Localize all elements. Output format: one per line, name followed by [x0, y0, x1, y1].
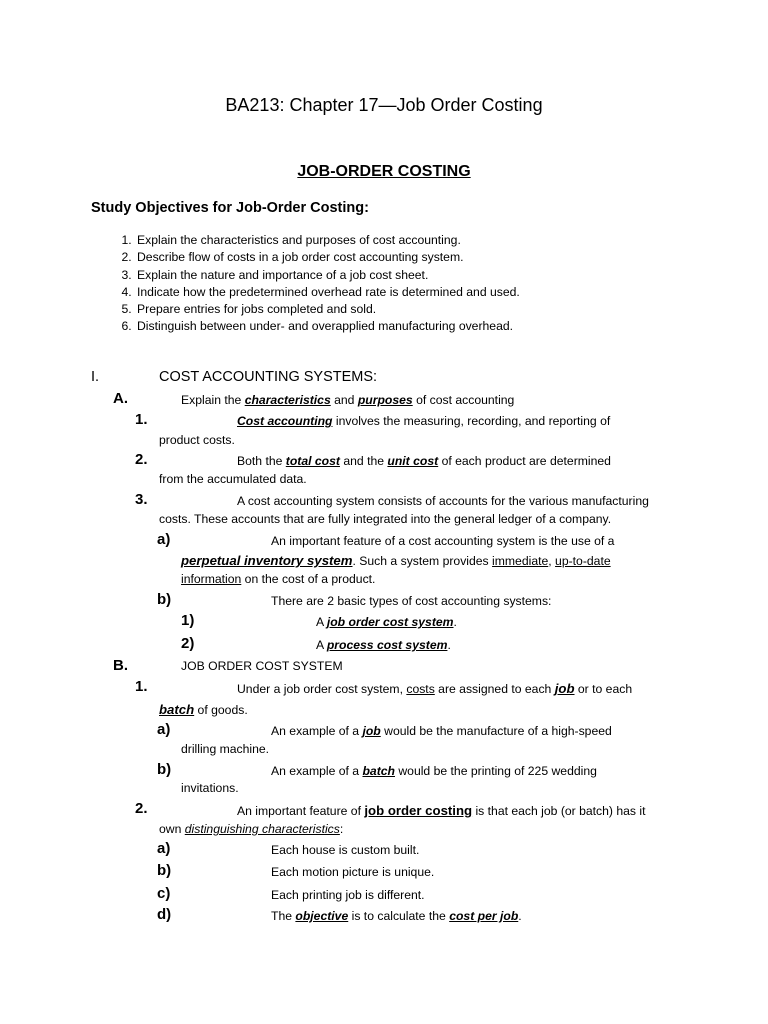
- outline-marker: d): [157, 906, 172, 923]
- outline-marker: a): [157, 721, 171, 738]
- outline-text: An important feature of job order costing is that each job (or batch) has it: [237, 803, 646, 818]
- objectives-heading: Study Objectives for Job-Order Costing:: [91, 200, 369, 216]
- objective-item: 6. Distinguish between under- and overapplied manufacturing overhead.: [135, 318, 520, 335]
- outline-text: A job order cost system.: [316, 615, 457, 629]
- section-heading: COST ACCOUNTING SYSTEMS:: [159, 369, 378, 385]
- section-title: JOB-ORDER COSTING: [297, 163, 471, 180]
- outline-text: There are 2 basic types of cost accounting systems:: [271, 594, 552, 608]
- outline-text: Under a job order cost system, costs are assigned to each job or to each: [237, 681, 633, 696]
- document-title: BA213: Chapter 17—Job Order Costing: [225, 95, 543, 115]
- outline-marker: 1): [181, 612, 195, 629]
- outline-text: Each house is custom built.: [271, 843, 420, 857]
- outline-text-cont: invitations.: [181, 781, 239, 795]
- outline-text: Each motion picture is unique.: [271, 865, 435, 879]
- outline-marker: 1.: [135, 411, 148, 428]
- outline-text-cont: own distinguishing characteristics:: [159, 822, 344, 836]
- outline-marker: c): [157, 885, 171, 902]
- outline-marker: 1.: [135, 678, 148, 695]
- objective-item: 2. Describe flow of costs in a job order cost accounting system.: [135, 249, 520, 266]
- outline-marker: b): [157, 761, 172, 778]
- outline-text: An example of a batch would be the printing of 225 wedding: [271, 764, 597, 778]
- outline-marker: 2.: [135, 800, 148, 817]
- outline-text-cont: from the accumulated data.: [159, 472, 307, 486]
- outline-text-cont: perpetual inventory system. Such a system provides immediate, up-to-date: [181, 553, 611, 568]
- outline-marker: A.: [113, 390, 128, 407]
- objective-item: 5. Prepare entries for jobs completed and sold.: [135, 301, 520, 318]
- outline-text: Each printing job is different.: [271, 888, 425, 902]
- outline-marker: 2.: [135, 451, 148, 468]
- outline-text: An important feature of a cost accounting system is the use of a: [271, 534, 615, 548]
- section-marker: I.: [91, 369, 100, 385]
- outline-text-cont: product costs.: [159, 433, 235, 447]
- outline-text: Cost accounting involves the measuring, recording, and reporting of: [237, 414, 611, 428]
- outline-text-cont: batch of goods.: [159, 702, 248, 717]
- outline-text-cont: drilling machine.: [181, 742, 270, 756]
- outline-text: A process cost system.: [316, 638, 451, 652]
- objective-item: 3. Explain the nature and importance of a job cost sheet.: [135, 267, 520, 284]
- outline-marker: a): [157, 840, 171, 857]
- objective-item: 1. Explain the characteristics and purposes of cost accounting.: [135, 232, 520, 249]
- objectives-list: [113, 232, 520, 336]
- outline-marker: b): [157, 591, 172, 608]
- outline-text: JOB ORDER COST SYSTEM: [181, 659, 343, 673]
- outline-text: An example of a job would be the manufacture of a high-speed: [271, 724, 612, 738]
- objective-item: 4. Indicate how the predetermined overhead rate is determined and used.: [135, 284, 520, 301]
- outline-text: Explain the characteristics and purposes of cost accounting: [181, 393, 515, 407]
- outline-marker: B.: [113, 657, 128, 674]
- outline-text: The objective is to calculate the cost per job.: [271, 909, 522, 923]
- outline-marker: b): [157, 862, 172, 879]
- outline-marker: 2): [181, 635, 195, 652]
- outline-text: A cost accounting system consists of accounts for the various manufacturing: [237, 494, 649, 508]
- outline-text-cont: costs. These accounts that are fully integrated into the general ledger of a company.: [159, 512, 612, 526]
- outline-text: Both the total cost and the unit cost of each product are determined: [237, 454, 611, 468]
- outline-text-cont: information on the cost of a product.: [181, 572, 376, 586]
- outline-marker: a): [157, 531, 171, 548]
- outline-marker: 3.: [135, 491, 148, 508]
